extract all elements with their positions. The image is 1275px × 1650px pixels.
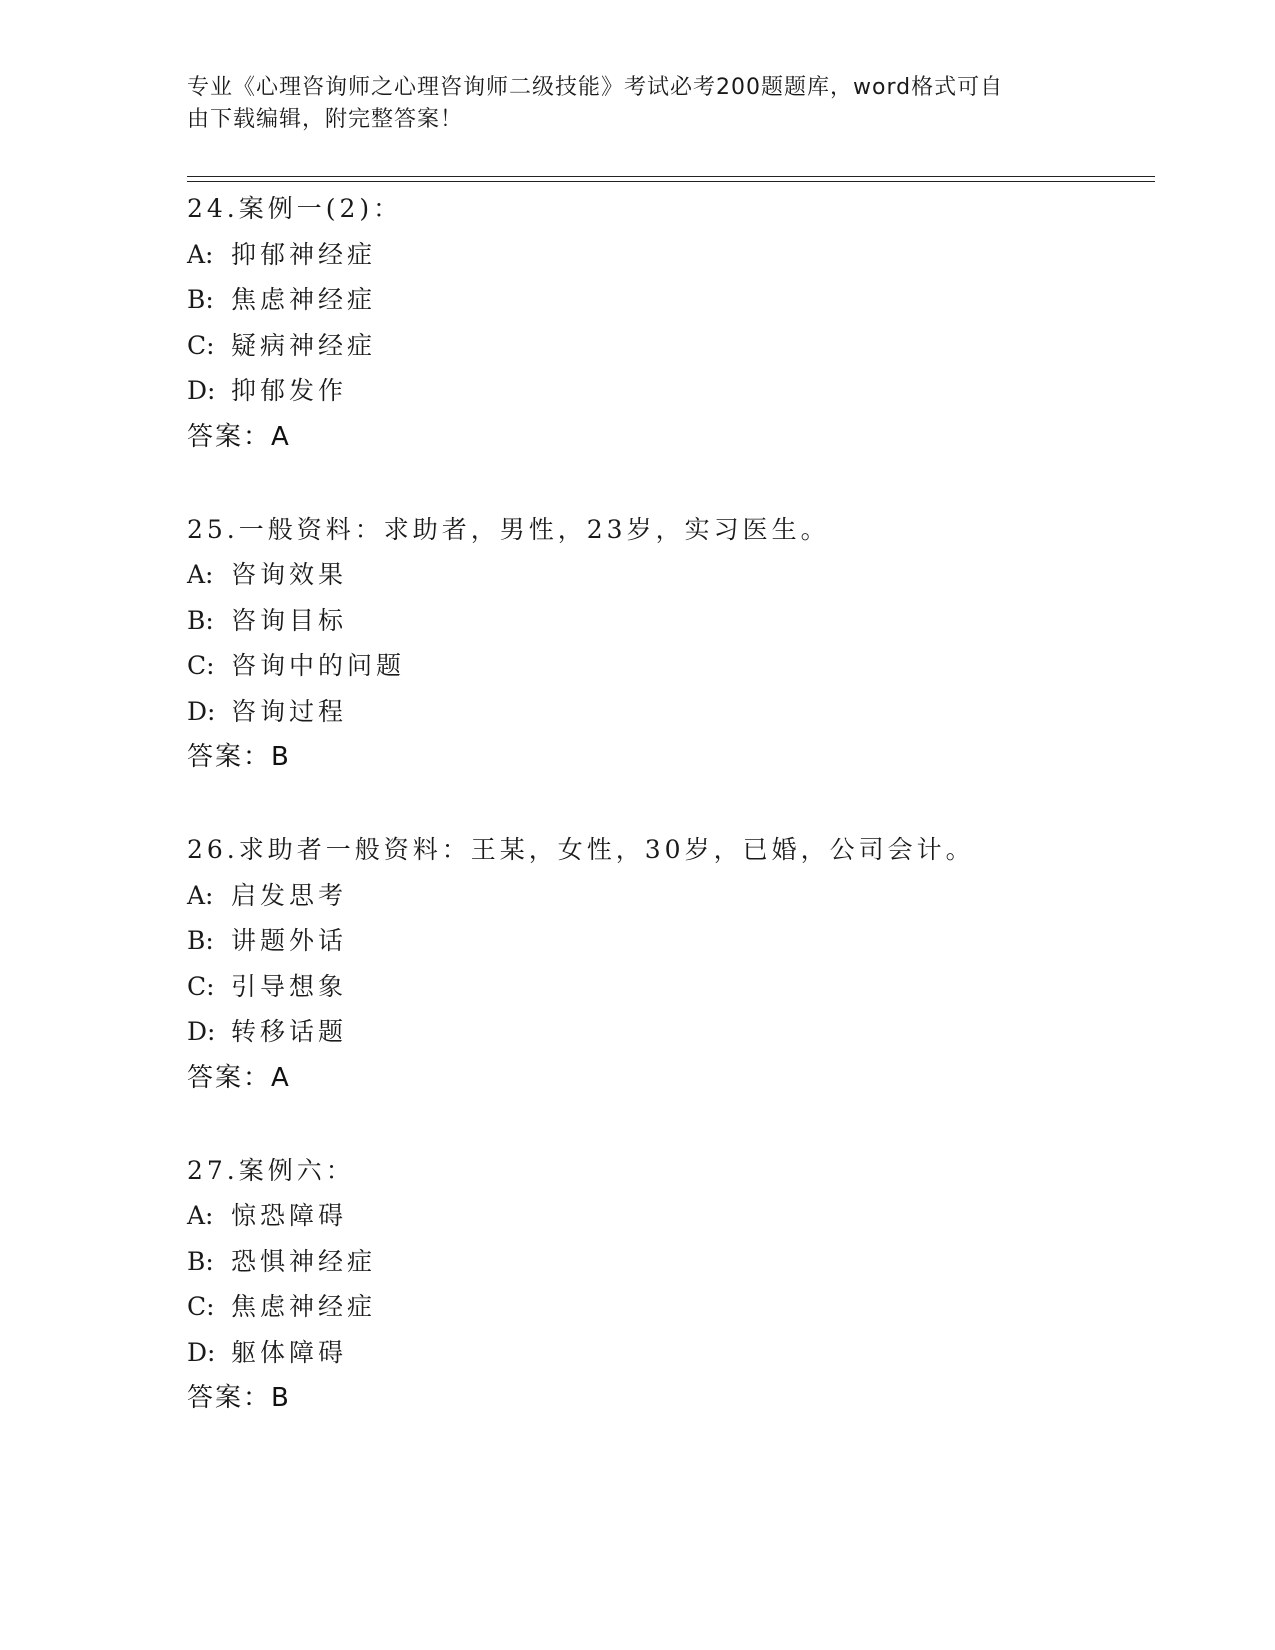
answer-line: 答案：B <box>187 742 291 772</box>
option-text: 咨询过程 <box>231 696 348 726</box>
option-text: 咨询中的问题 <box>231 651 406 680</box>
option-c <box>187 964 1157 1010</box>
option-d <box>187 689 1157 735</box>
option-b <box>187 598 1157 644</box>
option-letter: A: <box>187 1201 214 1230</box>
question-list <box>187 186 1157 1468</box>
option-letter: D: <box>187 1017 216 1046</box>
answer-line: 答案：A <box>187 1062 291 1093</box>
document-header <box>187 72 1067 136</box>
option-text: 焦虑神经症 <box>231 1292 377 1321</box>
option-letter: B: <box>187 926 214 955</box>
option-letter: C: <box>187 651 215 680</box>
question-stem: 27.案例六： <box>187 1155 355 1185</box>
header-divider-bottom <box>187 181 1155 182</box>
option-letter: D: <box>187 376 216 405</box>
answer-line: 答案：B <box>187 1383 291 1413</box>
option-text: 咨询目标 <box>231 605 348 635</box>
option-letter: A: <box>187 239 214 269</box>
option-text: 抑郁神经症 <box>231 239 377 269</box>
option-text: 恐惧神经症 <box>231 1246 377 1276</box>
option-text: 焦虑神经症 <box>231 285 377 314</box>
question-27 <box>187 1148 1157 1422</box>
option-c <box>187 1284 1157 1330</box>
option-letter: A: <box>187 560 214 589</box>
option-letter: C: <box>187 1292 215 1321</box>
question-25 <box>187 507 1157 781</box>
option-c <box>187 323 1157 369</box>
option-a <box>187 232 1157 278</box>
option-text: 讲题外话 <box>231 926 348 955</box>
header-divider-top <box>187 176 1155 177</box>
header-line-1: 专业《心理咨询师之心理咨询师二级技能》考试必考200题题库，word格式可自 <box>187 75 1004 100</box>
option-text: 疑病神经症 <box>231 330 377 360</box>
option-a <box>187 552 1157 598</box>
question-24 <box>187 186 1157 460</box>
option-letter: B: <box>187 1246 214 1276</box>
option-letter: B: <box>187 605 214 635</box>
option-b <box>187 918 1157 964</box>
option-text: 转移话题 <box>231 1017 348 1046</box>
option-text: 引导想象 <box>231 971 348 1001</box>
option-c <box>187 643 1157 689</box>
option-letter: D: <box>187 696 216 726</box>
option-letter: C: <box>187 971 215 1001</box>
option-letter: A: <box>187 880 214 910</box>
option-d <box>187 368 1157 414</box>
option-text: 咨询效果 <box>231 560 348 589</box>
option-letter: C: <box>187 330 215 360</box>
question-stem: 26.求助者一般资料：王某，女性，30岁，已婚，公司会计。 <box>187 835 975 864</box>
header-line-2: 由下载编辑，附完整答案！ <box>187 107 464 132</box>
option-text: 躯体障碍 <box>231 1337 348 1367</box>
option-text: 惊恐障碍 <box>231 1201 348 1230</box>
option-b <box>187 1239 1157 1285</box>
option-letter: B: <box>187 285 214 314</box>
option-a <box>187 1193 1157 1239</box>
option-b <box>187 277 1157 323</box>
option-d <box>187 1009 1157 1055</box>
question-stem: 24.案例一(2)： <box>187 194 403 223</box>
option-letter: D: <box>187 1337 216 1367</box>
option-d <box>187 1330 1157 1376</box>
option-text: 抑郁发作 <box>231 376 348 405</box>
question-stem: 25.一般资料：求助者，男性，23岁，实习医生。 <box>187 514 830 544</box>
answer-line: 答案：A <box>187 421 291 452</box>
option-a <box>187 873 1157 919</box>
question-26 <box>187 827 1157 1101</box>
option-text: 启发思考 <box>231 880 348 910</box>
